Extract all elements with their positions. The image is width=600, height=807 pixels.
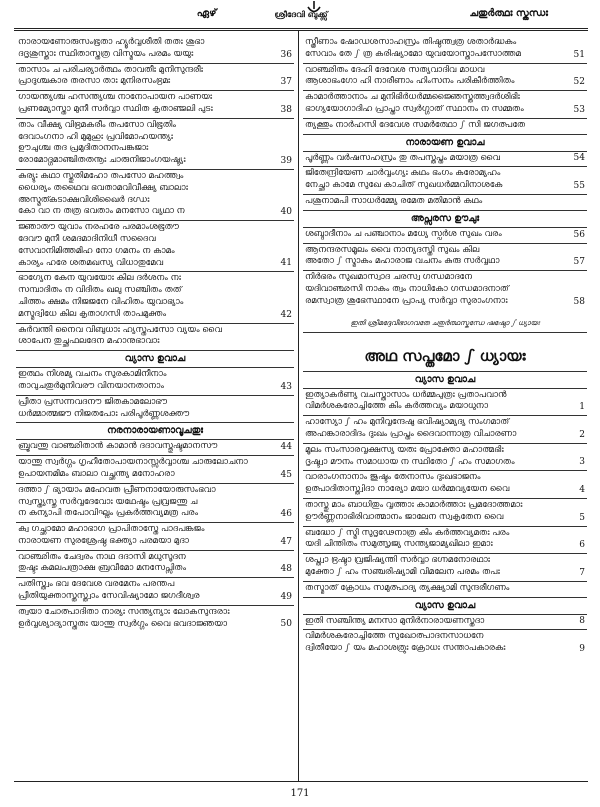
verse: പതിസ്ത്വം ഭവ ദേവേശ വരമേനം പരന്തപ പ്രീതിയുക്താസ്തസ്ത്വാം സേവിഷ്യാമോ ജഗദീശ്വര 49: [16, 578, 294, 606]
verse: ഭാഗ്യേന കേന യുവയോഃ കില ദർശനം നഃ സമ്പാദിതം ന വിദിതം ഖലു സഞ്ചിതം തത് ചിത്തം ക്ഷമം നിജജനേ വിഹിതം യുവാഭ്യാം മസ്മദ്വിധേ കില കൃതാഗസി താപമുക്തം 42: [16, 272, 294, 323]
verse-number: 55: [573, 180, 585, 191]
header-publisher: ശ്രീദേവി ബുക്ക്സ്: [274, 10, 328, 19]
speaker-heading: വ്യാസ ഉവാച: [16, 351, 294, 368]
verse: ശപ്ത്വാ ഭ്രഷ്ടാ വ്രജിഷ്യന്തി സർവ്വാ ഭഗ്നമനോരഥാഃ മുക്തോ ഽ ഹം സഞ്ചരിഷ്യാമി വിമലേന പരമം തപഃ 7: [303, 554, 587, 582]
verse-number: 37: [280, 77, 292, 88]
verse-number: 45: [280, 469, 292, 480]
header-rule-double: [14, 30, 588, 31]
verse: ത്വയാ ചോത്പാദിതാ നാര്യഃ സന്ത്യന്യാഃ ലോകസുന്ദരാഃ ഉർവ്വശ്യാദ്യാസ്തതഃ യാന്തു സ്വർഗ്ഗം വൈ ഭവദാജ്ഞയാ 50: [18, 606, 292, 630]
verse-number: 49: [280, 591, 292, 602]
verse-number: 5: [579, 512, 585, 523]
chapter-colophon: ഇതി ശ്രീമദ്ദേവീഭാഗവതേ ചതുർത്ഥസ്കന്ധേ ഷഷ്ഠോ ഽ ധ്യായഃ: [350, 318, 540, 327]
verse-number: 43: [280, 381, 292, 392]
verse-number: 3: [579, 457, 585, 468]
speaker-heading: വ്യാസ ഉവാച: [303, 598, 587, 615]
speaker-heading: അപ്സരസ ഊചുഃ: [303, 211, 587, 228]
verse: മൂലം സംസാരവൃക്ഷസ്യ യതഃ പ്രോക്തോ മഹാത്മഭിഃ ദൃഷ്ട്വാ മൗനം സമാധായ ന സ്ഥിതോ ഽ ഹം സമാഗതം 3: [303, 444, 587, 472]
header-book-title: ചതുർത്ഥഃ സ്കന്ധഃ: [469, 8, 548, 19]
verse-number: 57: [573, 257, 585, 268]
verse: വാരാംഗനാനാം ജുഷ്ടം തേനാസം ദുഃഖഭാജനം ഉത്പാദിതാസ്ത്വിദാ നാര്യോ മയാ ധർമ്മവ്യയേന വൈ 4: [303, 471, 587, 499]
verse-number: 47: [280, 536, 292, 547]
verse: ജ്ഞാതൗ യുവാം നരഹരേ പരമാംശഭൂതൗ ദേവൗ മുനീ ശമദമാദിനിധീ സദൈവ സേവാനിമിത്തമിഹ നോ ഗമനം ന കാമം കാര്യം ഹരേ ശതമഖസ്യ വിധാതുമേവ 41: [16, 221, 294, 272]
verse-number: 54: [573, 153, 585, 164]
verse-number: 46: [280, 509, 292, 520]
verse-number: 2: [579, 429, 585, 440]
verse-number: 36: [280, 49, 292, 60]
verse-number: 7: [579, 567, 585, 578]
verse: ബ്രൂവന്തു വാഞ്ഛിതാൻ കാമാൻ ദദാവസ്തുഷ്ടമാനസൗ 44: [16, 440, 294, 456]
verse: കുര്യുഃ കഥാ സ്തുതിമഹോ തപസോ മഹത്ത്വം ധൈര്യം തഥൈവ ഭവതാമവിവീക്ഷ്യ ബാലാഃ അസ്മത്കടാക്ഷവിശിഖൈർ ദഗ്ധഃ കോ വാ ന തത്ര ഭവതാം മനസോ വ്യഥാ ന 40: [16, 170, 294, 221]
verse-number: 58: [573, 296, 585, 307]
verse: ആനന്ദരസമൂലം വൈ നാന്യദസ്തി സുഖം കില അതോ ഽ സ്മാകം മഹാരാജ വചനം കുരു സർവ്വഥാ 57: [303, 244, 587, 272]
speaker-heading: നരനാരായണാവൂചതുഃ: [16, 423, 294, 440]
verse: ദത്താ ഽ ഭ്യായാം മഹേവത പ്രീണനായോരുസംഭവാ സ്വസ്ത്യസ്തു സർവ്വദേവോഃ യഥേഷ്ടം പ്രവ്രജന്തു ച ന കന്യാപി തപോവിഘ്നം പ്രകർത്തവ്യമത്ര പരം 46: [16, 484, 294, 523]
verse: വാഞ്ഛിതം ദേഹി ദേവേശ സത്യവാദിവ മാധവ ആശാഭംഗോ ഹി നാരീണാം ഹിംസനം പരികീർത്തിതം 52: [303, 64, 587, 92]
verse-number: 52: [573, 77, 585, 88]
footer-rule: [14, 781, 588, 782]
verse: പൂർണ്ണം വർഷസഹസ്രം തു തപസ്തപ്തം മയാത്ര വൈ 54: [303, 152, 587, 168]
chapter-title: അഥ സപ്തമോ ഽ ധ്യായഃ: [303, 332, 587, 372]
verse: ഹാസ്യോ ഽ ഹം മുനിവൃന്ദേഷു ഭവിഷ്യാമ്യദ്യ സംഗമാത് അഹങ്കാരാദിദം ദുഃഖം പ്രാപ്തം ദൈവാന്നാത്ര വിചാരണാ 2: [303, 416, 587, 444]
page-number: 171: [290, 788, 310, 799]
verse: സ്ത്രീണാം ഷോഡശസാഹസ്രം തിഷ്ഠന്ത്വത്ര ശതാർദ്ധകം സേവാം തേ ഽ ത്ര കരിഷ്യാമോ യുവയോസ്താപസോത്തമ 51: [303, 36, 587, 64]
verse-number: 50: [280, 619, 292, 630]
verse: നാരായണോരുസംഭൂതാ ഹ്യൂർവ്വശീതി തതഃ ശുഭാ ദദൃശുസ്താഃ സ്ഥിതാസ്തത്ര വിസ്മയം പരമം യയുഃ 36: [16, 36, 294, 64]
verse: ജിതേന്ദ്രിയേണ ചാർവ്വംഗ്യഃ കഥം ഭംഗം കരോമ്യഹം നേച്ഛാ കാമേ സുഖേ കാചിത് സുഖധർമ്മവിനാശകേ 55: [303, 167, 587, 195]
verse-number: 38: [280, 104, 292, 115]
column-divider: [298, 30, 299, 781]
verse-number: 39: [280, 155, 292, 166]
verse-number: 40: [280, 207, 292, 218]
verse: കുർവന്തി നൈവ വിബുധാഃ ഹ്യസ്തപസോ വ്യയം വൈ ശാപേന തുച്ഛഫലദേന മഹാനുഭാവാഃ: [16, 324, 294, 352]
verse: തസ്മാത് ക്രോധം സമുത്പാദ്യ ത്യക്ഷ്യാമി സുന്ദരീഗണം: [303, 582, 587, 598]
verse: നിർഭരം സുഖമാസ്വാദ ചരസ്വ ഗന്ധമാദനേ യദിവാഞ്ഛസി നാകം ത്വം നാധികോ ഗന്ധമാദനാത് രമസ്വാത്ര ശുഭേസ്ഥാനേ പ്രാപ്യ സർവ്വാ സുരാംഗനാഃ 58: [305, 272, 585, 307]
left-column: [16, 36, 294, 632]
verse: പ്രീതാ പ്രസന്നവദനൗ ജിതകാമലോഭൗ ധർമ്മാത്മജൗ നിജതപോഃ പരിപൂർണ്ണശക്തൗ: [16, 396, 294, 424]
verse-number: 56: [573, 229, 585, 240]
verse: പശുനാമപി സാധർമ്മ്യേ രമേത മതിമാൻ കഥം: [303, 195, 587, 211]
running-header: [14, 2, 588, 30]
verse-number: 4: [579, 484, 585, 495]
verse: താം വീക്ഷ്യ വിഭ്രമകരീം തപസോ വിഭൂതിം ദേവാംഗനാ ഹി മുമുഹുഃ പ്രവിമോഹയന്ത്യഃ ഊചുശ്ച തദ പ്രമുദിതാനനപങ്കജാഃ രോമോദ്ഗമാഞ്ചിതതനൂഃ ചാരുനിജാംഗയഷ്ട്യഃ 39: [16, 119, 294, 170]
verse: കാമാർത്താനാം ച മുനിഭിർധർമ്മജ്ഞൈസ്തത്ത്വദർശിഭിഃ ഭാഗ്യയോഗാദിഹ പ്രാപ്താ സ്വർഗ്ഗാത് സ്ഥാനം ന സമ്മതം 53: [303, 91, 587, 119]
verse: ക്വ ഗച്ഛാമോ മഹാഭാഗ പ്രാപിതാസ്തേ പാദപങ്കജം നാരായണ സുരശ്രേഷ്ഠ ഭക്ത്യാ പരമയാ മുദാ 47: [16, 523, 294, 551]
verse-number: 6: [579, 540, 585, 551]
verse: ശബ്ദാദീനാം ച പഞ്ചാനാം മധ്യേ സ്പർശ സുഖം വരം 56: [303, 228, 587, 244]
header-chapter-number: ഏഴ്: [196, 8, 217, 19]
verse: യാന്തു സ്വർഗ്ഗം ഗൃഹീതോപായനാസ്സർവ്വാശ്ച ചാരുലോചനാ ഉപായനമിമം ബാലാ വച്ഛന്ത്യ മനോഹരാ 45: [16, 456, 294, 484]
speaker-heading: വ്യാസ ഉവാച: [303, 372, 587, 389]
verse: താസാം ച പരിചര്യാർത്ഥം താവതീഃ മുനിസുന്ദരീഃ പ്രാദുശ്ചകാര തരസാ താഃ മുനിരസംഭ്രമഃ 37: [16, 64, 294, 92]
verse: ഗായന്ത്യശ്ച ഹസന്ത്യശ്ച നാനോപായന പാണയഃ പ്രണമ്യോസ്താ മുനീ സർവ്വാ സ്ഥിത കൃതാഞ്ജലി പുടഃ 38: [16, 91, 294, 119]
verse-number: 44: [280, 442, 292, 453]
verse-number: 8: [579, 616, 585, 627]
verse: താസ്തു മാം ബാധിതും വൃത്താഃ കാമാർത്താഃ പ്രമദോത്തമാഃ ഊർണ്ണനാഭിരിവാത്മാനം ജാലേന സ്വകൃതേന വൈ 5: [303, 499, 587, 527]
verse: ബദ്ധോ ഽ സ്മി സുദൃഢേനാത്ര കിം കർത്തവ്യമതഃ പരം യദി ചിന്തിതം സമുത്സൃജ്യ സന്ത്യജാമ്യഖിലാ ഇമാഃ 6: [303, 527, 587, 555]
right-column: [303, 36, 587, 657]
verse: ഇത്യാകർണ്യ വചസ്താസാം ധർമ്മപുത്രഃ പ്രതാപവാൻ വിമർശകരോച്ചിത്തേ കിം കർത്തവ്യം മയാധുനാ 1: [303, 389, 587, 417]
verse-number: 9: [579, 643, 585, 654]
verse: ഇത്ഥം നിശമ്യ വചനം സുരകാമിനീനാം താവുചതുർമുനിവരൗ വിനയാനതാനാം 43: [16, 368, 294, 396]
speaker-heading: നാരായണ ഉവാച: [303, 135, 587, 152]
verse: വാഞ്ഛിതം ചേദ്വരം നാഥ ദദാസി മധുസൂദന തുഷ്ടഃ കമലപത്രാക്ഷ ബ്രവീമോ മനസേപ്സിതം 48: [16, 551, 294, 579]
verse-number: 53: [573, 104, 585, 115]
verse: ഇതി സഞ്ചിന്ത്യ മനസാ മുനിർനാരായണസ്തദാ 8: [303, 615, 587, 631]
header-rule: [14, 28, 588, 29]
verse-number: 41: [280, 258, 292, 269]
verse-number: 42: [280, 309, 292, 320]
verse-number: 51: [573, 49, 585, 60]
verse: വിമർശകരോച്ചിത്തേ സുഖോത്പാദനസാധനേ ദ്വിതീയോ ഽ യം മഹാശത്രുഃ ക്രോധഃ സന്താപകാരകഃ 9: [305, 631, 585, 654]
verse-number: 48: [280, 564, 292, 575]
verse: ത്യക്തും നാർഹസി ദേവേശ സമർത്ഥോ ഽ സി ജഗത്പതേ: [303, 119, 587, 135]
verse-number: 1: [579, 402, 585, 413]
